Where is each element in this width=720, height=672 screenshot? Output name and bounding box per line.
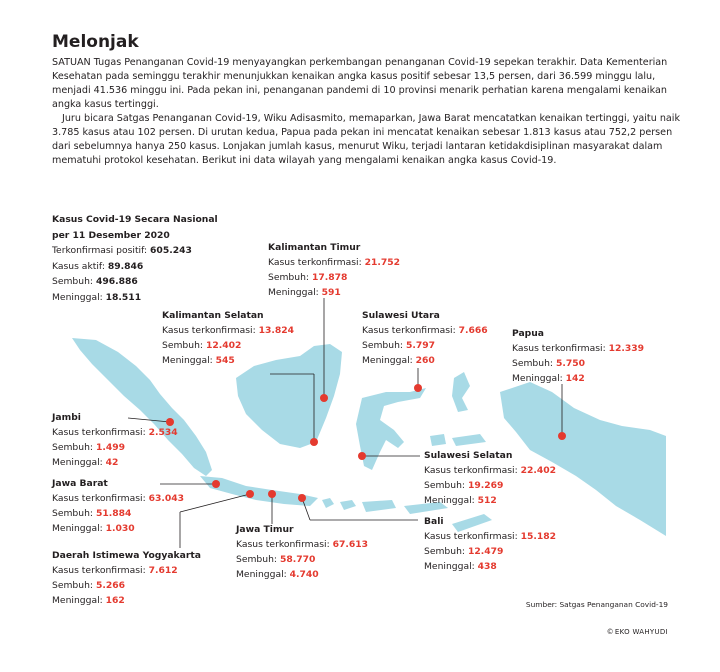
stat-row — [424, 544, 556, 559]
stat-row — [52, 521, 184, 536]
stat-row — [52, 563, 201, 578]
marker-kalimantan-timur — [320, 394, 328, 402]
stat-row — [268, 285, 400, 300]
stat-row: Terkonfirmasi positif: 605.243 — [52, 245, 192, 256]
stat-row — [236, 537, 368, 552]
national-heading: Kasus Covid-19 Secara Nasional — [52, 214, 218, 225]
stat-label: Sembuh: — [52, 580, 96, 591]
page-title: Melonjak — [52, 32, 139, 52]
island-seram — [452, 434, 486, 446]
stat-label: Kasus terkonfirmasi: — [424, 531, 521, 542]
stat-row — [424, 559, 556, 574]
stat-value: 63.043 — [148, 493, 185, 504]
intro-paragraph: Juru bicara Satgas Penanganan Covid-19, Wiku Adisasmito, memaparkan, Jawa Barat mencatatkan kenaikan tertinggi, yaitu naik 3.785 kasus atau 102 persen. Di urutan kedua, Papua pada pekan ini mencatat kenaikan sebesar 1.813 kasus atau 752,2 persen dari sebelumnya hanya 250 kasus. Lonjakan jumlah kasus, menurut Wiku, terjadi lantaran ketidakdisiplinan masyarakat dalam mematuhi protokol kesehatan. Berikut ini data wilayah yang mengalami kenaikan angka kasus Covid-19. — [52, 113, 681, 166]
stat-value: 5.797 — [405, 340, 435, 351]
stat-label: Kasus terkonfirmasi: — [236, 539, 333, 550]
stat-label: Meninggal: — [512, 373, 566, 384]
stat-value: 512 — [477, 495, 497, 506]
stat-value: 42 — [105, 457, 119, 468]
stat-label: Kasus terkonfirmasi: — [268, 257, 365, 268]
region-name: Jawa Timur — [236, 524, 294, 535]
island-buru — [430, 434, 446, 446]
stat-value: 51.884 — [95, 508, 132, 519]
stat-label: Sembuh: — [52, 508, 96, 519]
marker-papua — [558, 432, 566, 440]
stat-label: Sembuh: — [162, 340, 206, 351]
stat-label: Kasus terkonfirmasi: — [424, 465, 521, 476]
leader-line — [180, 494, 250, 512]
stat-value: 17.878 — [311, 272, 348, 283]
stat-label: Kasus terkonfirmasi: — [162, 325, 259, 336]
stat-value: 67.613 — [332, 539, 369, 550]
stat-label: Sembuh: — [424, 480, 468, 491]
region-name: Daerah Istimewa Yogyakarta — [52, 550, 201, 561]
stat-value: 2.534 — [148, 427, 178, 438]
region-papua — [512, 326, 644, 386]
region-sulawesi-selatan — [424, 448, 556, 508]
stat-label: Meninggal: — [52, 523, 106, 534]
stat-row: Kasus aktif: 89.846 — [52, 260, 144, 272]
stat-label: Kasus terkonfirmasi: — [362, 325, 459, 336]
stat-value: 5.750 — [555, 358, 585, 369]
stat-row — [162, 323, 294, 338]
stat-value: 12.402 — [205, 340, 242, 351]
stat-row — [424, 478, 556, 493]
stat-value: 1.030 — [105, 523, 135, 534]
stat-value: 438 — [477, 561, 497, 572]
national-date: per 11 Desember 2020 — [52, 229, 170, 241]
region-kalimantan-timur — [268, 240, 400, 300]
region-jawa-barat — [52, 476, 184, 536]
stat-row — [362, 323, 488, 338]
marker-bali — [298, 494, 306, 502]
stat-value: 5.266 — [95, 580, 125, 591]
marker-kalimantan-selatan — [310, 438, 318, 446]
island-sulawesi — [356, 388, 426, 470]
stat-label: Kasus terkonfirmasi: — [512, 343, 609, 354]
intro-paragraph: SATUAN Tugas Penanganan Covid-19 menyayangkan perkembangan penanganan Covid-19 sepekan terakhir. Data Kementerian Kesehatan pada seminggu terakhir menunjukkan kenaikan angka kasus positif sebesar 13,5 persen, dari 36.599 minggu lalu, menjadi 41.536 minggu ini. Pada pekan ini, penanganan pandemi di 10 provinsi menarik perhatian karena mengalami kenaikan angka kasus tertinggi. — [52, 57, 668, 110]
region-jambi — [52, 410, 178, 470]
stat-row: Sembuh: 496.886 — [52, 276, 138, 287]
stat-label: Meninggal: — [268, 287, 322, 298]
stat-value: 260 — [415, 355, 435, 366]
region-bali — [424, 514, 556, 574]
stat-label: Kasus terkonfirmasi: — [52, 493, 149, 504]
stat-row — [512, 371, 644, 386]
stat-row — [236, 567, 368, 582]
stat-row — [52, 506, 184, 521]
copyright-icon: © — [606, 628, 614, 636]
region-sulawesi-utara — [362, 308, 488, 368]
stat-row — [424, 463, 556, 478]
region-yogyakarta — [52, 548, 201, 608]
stat-row — [424, 529, 556, 544]
stat-label: Meninggal: — [424, 495, 478, 506]
graphic-credit: © EKO WAHYUDI — [606, 628, 668, 636]
region-jawa-timur — [236, 522, 368, 582]
stat-row — [162, 338, 294, 353]
stat-row — [236, 552, 368, 567]
region-name: Bali — [424, 516, 444, 527]
stat-label: Meninggal: — [52, 457, 106, 468]
stat-row — [512, 341, 644, 356]
stat-label: Meninggal: — [236, 569, 290, 580]
stat-label: Meninggal: — [424, 561, 478, 572]
stat-value: 13.824 — [258, 325, 295, 336]
region-name: Papua — [512, 328, 545, 339]
stat-row — [52, 578, 201, 593]
stat-value: 19.269 — [467, 480, 504, 491]
stat-value: 22.402 — [520, 465, 557, 476]
stat-value: 7.612 — [148, 565, 178, 576]
stat-row — [268, 255, 400, 270]
marker-yogyakarta — [246, 490, 254, 498]
stat-row: Meninggal: 18.511 — [52, 291, 142, 303]
stat-row — [52, 455, 178, 470]
stat-label: Meninggal: — [52, 595, 106, 606]
stat-row — [52, 425, 178, 440]
marker-sulawesi-selatan — [358, 452, 366, 460]
stat-row — [362, 353, 488, 368]
stat-label: Kasus terkonfirmasi: — [52, 565, 149, 576]
stat-row — [268, 270, 400, 285]
stat-label: Sembuh: — [236, 554, 280, 565]
marker-jawa-timur — [268, 490, 276, 498]
stat-row — [162, 353, 294, 368]
stat-value: 545 — [215, 355, 235, 366]
stat-label: Sembuh: — [424, 546, 468, 557]
stat-row — [52, 440, 178, 455]
region-kalimantan-selatan — [162, 308, 294, 368]
stat-value: 21.752 — [364, 257, 401, 268]
island-sumbawa — [362, 500, 396, 512]
stat-value: 58.770 — [279, 554, 316, 565]
national-summary — [52, 212, 218, 305]
island-bali — [322, 498, 334, 508]
marker-jawa-barat — [212, 480, 220, 488]
stat-label: Sembuh: — [512, 358, 556, 369]
stat-row — [52, 491, 184, 506]
stat-value: 4.740 — [289, 569, 319, 580]
stat-label: Meninggal: — [362, 355, 416, 366]
stat-label: Meninggal: — [162, 355, 216, 366]
region-name: Kalimantan Timur — [268, 242, 361, 253]
marker-sulawesi-utara — [414, 384, 422, 392]
source-note: Sumber: Satgas Penanganan Covid-19 — [525, 600, 668, 609]
stat-label: Sembuh: — [362, 340, 406, 351]
stat-row — [52, 593, 201, 608]
region-name: Sulawesi Selatan — [424, 450, 513, 461]
stat-row — [362, 338, 488, 353]
stat-value: 7.666 — [458, 325, 488, 336]
stat-label: Sembuh: — [268, 272, 312, 283]
stat-value: 142 — [565, 373, 585, 384]
region-name: Kalimantan Selatan — [162, 310, 264, 321]
stat-value: 591 — [321, 287, 341, 298]
island-halmahera — [452, 372, 470, 412]
stat-label: Kasus terkonfirmasi: — [52, 427, 149, 438]
stat-value: 12.479 — [467, 546, 504, 557]
stat-value: 1.499 — [95, 442, 125, 453]
stat-value: 162 — [105, 595, 125, 606]
stat-value: 15.182 — [520, 531, 557, 542]
region-name: Sulawesi Utara — [362, 310, 440, 321]
stat-row — [424, 493, 556, 508]
stat-value: 12.339 — [608, 343, 645, 354]
island-lombok — [340, 500, 356, 510]
stat-label: Sembuh: — [52, 442, 96, 453]
region-name: Jambi — [52, 412, 81, 423]
region-name: Jawa Barat — [52, 478, 108, 489]
stat-row — [512, 356, 644, 371]
